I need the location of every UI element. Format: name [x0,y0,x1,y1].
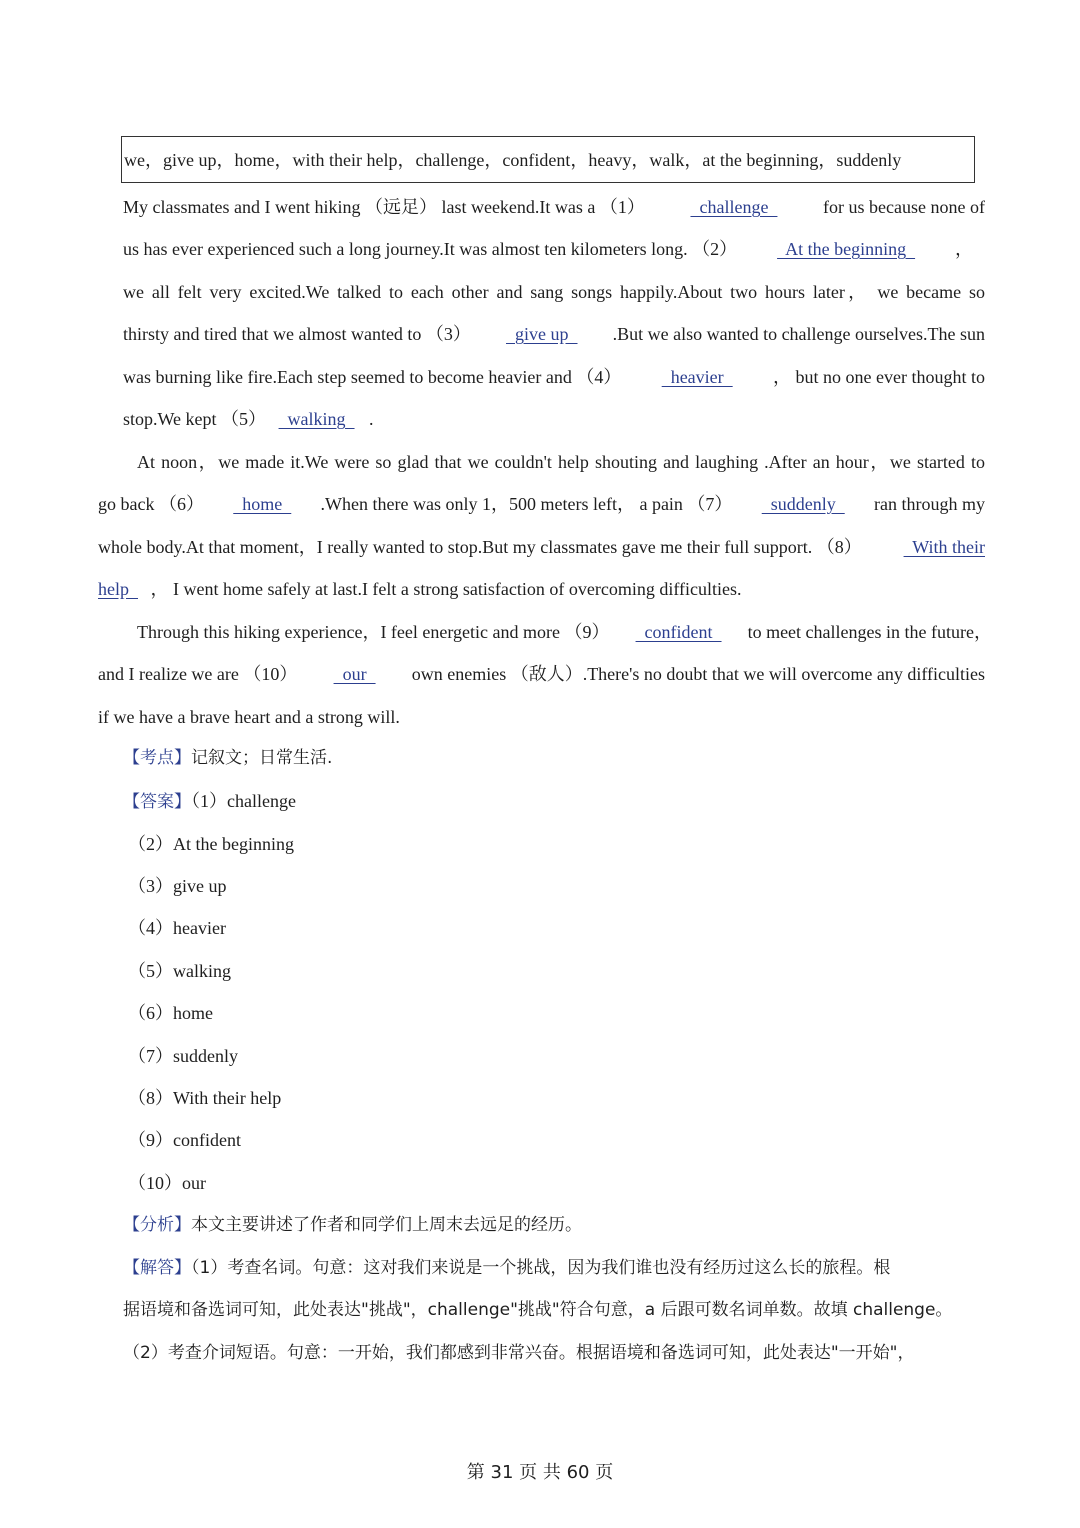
passage-text: go back （6） [98,494,204,514]
passage-line [123,365,985,389]
passage-line: At noon，we made it.We were so glad that we couldn't help shouting and laughing .After an hour，we started to [137,452,985,472]
answer-blank: heavier [661,367,733,387]
passage-text: for us because none of [823,197,985,217]
page-footer: 第 31 页 共 60 页 [466,1462,614,1483]
jieda-text: （1）考查名词。句意：这对我们来说是一个挑战，因为我们谁也没有经历过这么长的旅程。根 [191,1258,891,1278]
jieda-line [123,1256,890,1280]
answer-item: （5）walking [128,961,231,981]
passage-line: we all felt very excited.We talked to each other and sang songs happily.About two hours later， we became so [123,282,985,302]
answer-item: （6）home [128,1003,213,1023]
passage-line [137,620,992,644]
passage-line [123,407,374,431]
passage-text: ， I went home safely at last.I felt a strong satisfaction of overcoming difficulties. [150,579,742,599]
passage-line [98,492,985,516]
answer-blank: home [233,494,292,514]
answer-item: （10）our [128,1173,206,1193]
passage-line [98,577,742,601]
passage-line: if we have a brave heart and a strong will. [98,707,400,727]
answer-blank: With their [903,537,985,557]
fenxi-text: 本文主要讲述了作者和同学们上周末去远足的经历。 [191,1215,582,1235]
answer-blank: help [98,579,138,599]
passage-text: whole body.At that moment，I really wanted to stop.But my classmates gave me their full support. （8） [98,537,862,557]
answer-item: （2）At the beginning [128,834,294,854]
answer-item: （7）suddenly [128,1046,238,1066]
passage-text: .But we also wanted to challenge ourselves.The sun [612,324,985,344]
passage-text: to meet challenges in the future， [747,622,992,642]
answer-blank: confident [635,622,722,642]
passage-line [98,662,985,686]
jieda-line: 据语境和备选词可知，此处表达"挑战"，challenge"挑战"符合句意，a 后跟可数名词单数。故填 challenge。 [123,1300,953,1320]
answer-blank: suddenly [761,494,845,514]
passage-line [123,195,985,219]
passage-text: us has ever experienced such a long journey.It was almost ten kilometers long. （2） [123,239,738,259]
answer-item: （1）challenge [191,791,296,811]
kaodian-text: 记叙文；日常生活. [191,748,333,768]
answer-item: （4）heavier [128,918,226,938]
passage-text: My classmates and I went hiking （远足） last weekend.It was a （1） [123,197,645,217]
answer-blank: walking [278,409,355,429]
passage-text: ， [954,239,973,259]
fenxi-line [123,1213,582,1237]
passage-text: . [369,409,374,429]
fenxi-tag: 【分析】 [123,1215,191,1235]
answer-item: （9）confident [128,1130,241,1150]
answer-blank: At the beginning [777,239,916,259]
answer-blank: our [333,664,376,684]
passage-line [123,237,973,261]
kaodian-line [123,746,332,770]
passage-line [123,322,985,346]
word-bank-box: we，give up，home，with their help，challenge，confident，heavy，walk，at the beginning，suddenly [121,136,975,183]
passage-text: stop.We kept （5） [123,409,267,429]
passage-line [98,535,985,559]
jieda-line: （2）考查介词短语。句意：一开始，我们都感到非常兴奋。根据语境和备选词可知，此处表达"一开始"， [123,1343,915,1363]
passage-text: was burning like fire.Each step seemed to become heavier and （4） [123,367,622,387]
jieda-tag: 【解答】 [123,1258,191,1278]
answer-item: （8）With their help [128,1088,282,1108]
kaodian-tag: 【考点】 [123,748,191,768]
answer-blank: give up [506,324,578,344]
passage-text: and I realize we are （10） [98,664,298,684]
passage-text: ， but no one ever thought to [773,367,985,387]
answer-item: （3）give up [128,876,227,896]
passage-text: thirsty and tired that we almost wanted to （3） [123,324,471,344]
passage-text: ran through my [874,494,985,514]
answer-tag: 【答案】 [123,792,191,812]
passage-text: own enemies （敌人）.There's no doubt that we will overcome any difficulties [411,664,985,684]
answer-line [123,789,296,814]
passage-text: .When there was only 1，500 meters left， a pain （7） [320,494,733,514]
passage-text: Through this hiking experience，I feel energetic and more （9） [137,622,610,642]
answer-blank: challenge [690,197,778,217]
